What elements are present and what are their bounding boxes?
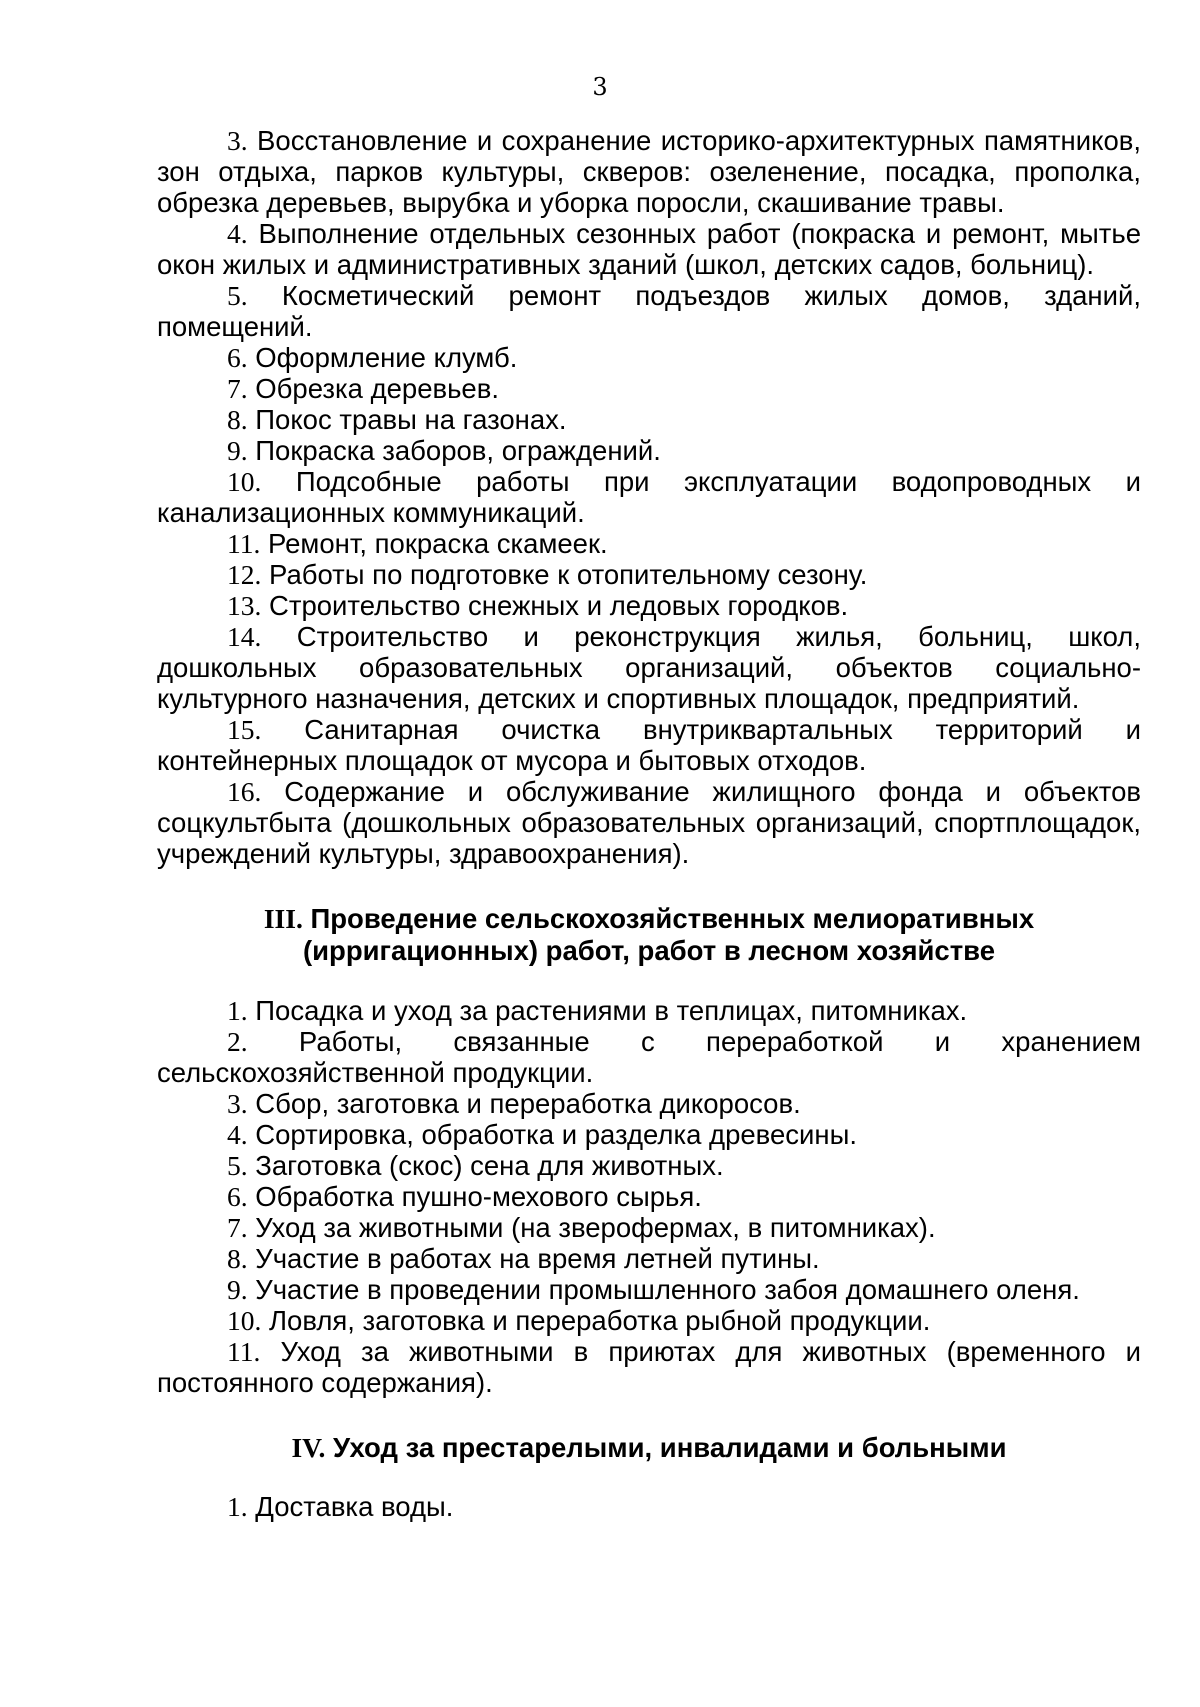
item-number: 6. — [227, 1181, 248, 1212]
item-text: Заготовка (скос) сена для животных. — [247, 1150, 724, 1181]
item-text: Восстановление и сохранение историко-архитектурных памятников, зон отдыха, парков культуры, скверов: озеленение, посадка, прополка, обрезка деревьев, вырубка и уборка поросли, скашивание травы. — [157, 125, 1141, 218]
list-item — [157, 404, 1141, 435]
item-text: Ловля, заготовка и переработка рыбной продукции. — [261, 1305, 931, 1336]
list-item — [157, 1088, 1141, 1119]
item-text: Работы, связанные с переработкой и хранением сельскохозяйственной продукции. — [157, 1026, 1141, 1088]
list-item — [157, 590, 1141, 621]
item-text: Строительство и реконструкция жилья, больниц, школ, дошкольных образовательных организаций, объектов социально-культурного назначения, детских и спортивных площадок, предприятий. — [157, 621, 1141, 714]
item-text: Работы по подготовке к отопительному сезону. — [261, 559, 868, 590]
item-text: Участие в проведении промышленного забоя домашнего оленя. — [247, 1274, 1080, 1305]
item-text: Посадка и уход за растениями в теплицах, питомниках. — [247, 995, 968, 1026]
section-3-list — [157, 995, 1141, 1398]
item-number: 7. — [227, 1212, 248, 1243]
item-number: 15. — [227, 714, 262, 745]
item-number: 11. — [227, 528, 261, 559]
list-item — [157, 1026, 1141, 1088]
item-text: Содержание и обслуживание жилищного фонда и объектов соцкультбыта (дошкольных образовательных организаций, спортплощадок, учреждений культуры, здравоохранения). — [157, 776, 1141, 869]
item-text: Косметический ремонт подъездов жилых домов, зданий, помещений. — [157, 280, 1141, 342]
list-item — [157, 435, 1141, 466]
item-number: 8. — [227, 404, 248, 435]
item-text: Покраска заборов, ограждений. — [247, 435, 661, 466]
item-text: Подсобные работы при эксплуатации водопроводных и канализационных коммуникаций. — [157, 466, 1141, 528]
list-item — [157, 776, 1141, 869]
item-text: Обрезка деревьев. — [247, 373, 499, 404]
item-number: 10. — [227, 1305, 262, 1336]
item-number: 11. — [227, 1336, 261, 1367]
section-4-title: Уход за престарелыми, инвалидами и больными — [325, 1432, 1007, 1463]
item-text: Участие в работах на время летней путины. — [247, 1243, 820, 1274]
section-4-roman: IV. — [291, 1432, 326, 1463]
section-4-heading — [157, 1432, 1141, 1464]
section-3-heading — [157, 903, 1141, 967]
list-item — [157, 1150, 1141, 1181]
section-4-list — [157, 1491, 1141, 1522]
item-number: 6. — [227, 342, 248, 373]
item-number: 4. — [227, 218, 248, 249]
item-number: 9. — [227, 435, 248, 466]
item-number: 8. — [227, 1243, 248, 1274]
item-text: Доставка воды. — [247, 1491, 454, 1522]
item-number: 5. — [227, 280, 248, 311]
item-number: 9. — [227, 1274, 248, 1305]
item-number: 1. — [227, 1491, 248, 1522]
list-item — [157, 714, 1141, 776]
item-text: Ремонт, покраска скамеек. — [260, 528, 608, 559]
list-item — [157, 1336, 1141, 1398]
item-number: 13. — [227, 590, 262, 621]
item-text: Сортировка, обработка и разделка древесины. — [247, 1119, 857, 1150]
item-number: 12. — [227, 559, 262, 590]
document-body — [157, 125, 1141, 1522]
list-item — [157, 1243, 1141, 1274]
list-item — [157, 1491, 1141, 1522]
item-number: 2. — [227, 1026, 248, 1057]
item-text: Уход за животными (на зверофермах, в питомниках). — [247, 1212, 936, 1243]
list-item — [157, 621, 1141, 714]
item-number: 5. — [227, 1150, 248, 1181]
list-item — [157, 342, 1141, 373]
item-number: 4. — [227, 1119, 248, 1150]
item-text: Уход за животными в приютах для животных (временного и постоянного содержания). — [157, 1336, 1141, 1398]
list-item — [157, 528, 1141, 559]
item-number: 7. — [227, 373, 248, 404]
list-item — [157, 218, 1141, 280]
list-item — [157, 125, 1141, 218]
item-number: 14. — [227, 621, 262, 652]
item-text: Сбор, заготовка и переработка дикоросов. — [247, 1088, 801, 1119]
section-3-roman: III. — [263, 903, 303, 934]
list-item — [157, 373, 1141, 404]
item-text: Строительство снежных и ледовых городков. — [261, 590, 849, 621]
list-item — [157, 1119, 1141, 1150]
item-number: 1. — [227, 995, 248, 1026]
list-item — [157, 1212, 1141, 1243]
item-number: 16. — [227, 776, 262, 807]
list-item — [157, 280, 1141, 342]
list-item — [157, 995, 1141, 1026]
item-text: Обработка пушно-мехового сырья. — [247, 1181, 702, 1212]
section-3-title-line2: (ирригационных) работ, работ в лесном хозяйстве — [302, 935, 996, 966]
page-number: 3 — [592, 73, 608, 101]
section-3-title-line1: Проведение сельскохозяйственных мелиоративных — [302, 903, 1035, 934]
list-item — [157, 559, 1141, 590]
item-text: Выполнение отдельных сезонных работ (покраска и ремонт, мытье окон жилых и административных зданий (школ, детских садов, больниц). — [157, 218, 1141, 280]
item-text: Санитарная очистка внутриквартальных территорий и контейнерных площадок от мусора и бытовых отходов. — [157, 714, 1141, 776]
item-text: Покос травы на газонах. — [247, 404, 567, 435]
list-item — [157, 466, 1141, 528]
item-number: 10. — [227, 466, 262, 497]
item-number: 3. — [227, 1088, 248, 1119]
list-item — [157, 1274, 1141, 1305]
list-item — [157, 1305, 1141, 1336]
item-number: 3. — [227, 125, 248, 156]
item-text: Оформление клумб. — [247, 342, 518, 373]
list-item — [157, 1181, 1141, 1212]
section-2-list — [157, 125, 1141, 869]
